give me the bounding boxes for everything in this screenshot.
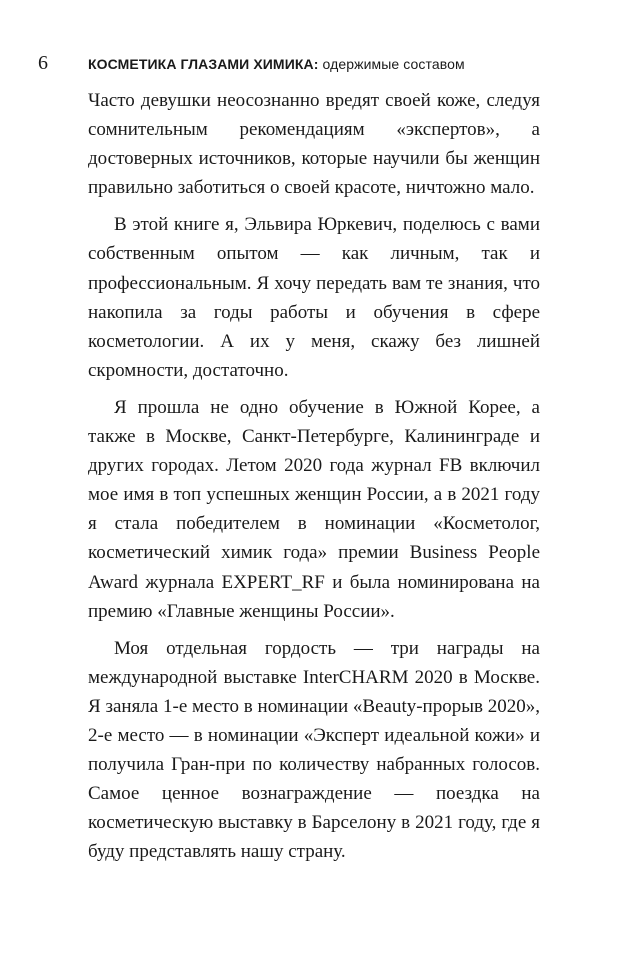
paragraph-2: В этой книге я, Эльвира Юркевич, поделюсь с вами собственным опытом — как личным, так и профессиональным. Я хочу передать вам те знания, что накопила за годы работы и обучения в сфере косметологии. А их у меня, скажу без лишней скромности, достаточно. bbox=[88, 214, 540, 381]
page-number: 6 bbox=[38, 52, 49, 74]
running-header bbox=[38, 52, 598, 74]
book-subtitle: одержимые составом bbox=[322, 56, 465, 72]
paragraph-1: Часто девушки неосознанно вредят своей коже, следуя сомнительным рекомендациям «экспертов», а достоверных источников, которые научили бы женщин правильно заботиться о своей красоте, ничтожно мало. bbox=[88, 90, 540, 199]
body-text bbox=[88, 86, 540, 874]
running-head bbox=[88, 55, 465, 73]
paragraph-4: Моя отдельная гордость — три награды на международной выставке InterCHARM 2020 в Москве. Я заняла 1-е место в номинации «Beauty-прорыв 2020», 2-е место — в номинации «Эксперт идеальной кожи» и получила Гран-при по количеству набранных голосов. Самое ценное вознаграждение — поездка на косметическую выставку в Барселону в 2021 году, где я буду представлять нашу страну. bbox=[88, 637, 540, 863]
paragraph-3: Я прошла не одно обучение в Южной Корее, а также в Москве, Санкт-Петербурге, Калининграде и других городах. Летом 2020 года журнал FB включил мое имя в топ успешных женщин России, а в 2021 году я стала победителем в номинации «Косметолог, косметический химик года» премии Business People Award журнала EXPERT_RF и была номинирована на премию «Главные женщины России». bbox=[88, 396, 540, 622]
book-title: КОСМЕТИКА ГЛАЗАМИ ХИМИКА: bbox=[88, 56, 319, 72]
